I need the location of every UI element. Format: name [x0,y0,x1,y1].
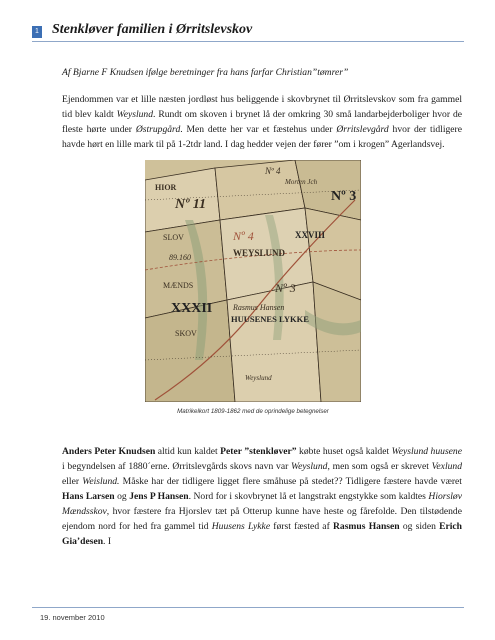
text: eller [62,476,83,487]
text: og siden [399,521,440,532]
place-name: Weislund. [82,476,120,487]
place-name: Hiorsløv Mændsskov [62,491,462,517]
paragraph-2 [62,444,462,549]
map-label-hior: HIOR [155,183,177,192]
text: . Nord for i skovbrynet lå et langstrakt engstykke som kaldtes [188,491,429,502]
map-label-n3-right: Nº 3 [331,189,357,204]
place-name: Weyslund huusene [391,446,462,457]
byline: Af Bjarne F Knudsen ifølge beretninger fra hans farfar Christian”tømrer” [62,67,349,78]
text: . Men dette her var et fæstehus under [180,124,337,135]
text: . I [103,536,112,547]
text: Måske har der tidligere ligget flere småhuse på stedet?? Tidligere fæstere havde været [119,476,462,487]
map-label-weyslund-small: Weyslund [245,374,272,382]
map-label-n11: Nº 11 [175,197,207,212]
page-number: 1 [32,26,42,38]
paragraph-1 [62,92,462,152]
text: og [114,491,130,502]
map-label-skov: SKOV [175,329,197,338]
text: , hvor fæstere fra Hjorslev tæt på Otterup kunne have heste og fårefolde. Den tilstødende ejendom nord for hed fra gammel tid [62,506,462,532]
text: købte huset også kaldet [296,446,392,457]
place-name: Vexlund [431,461,462,472]
map-label-slov: SLOV [163,233,184,242]
map-label-n4-top: Nº 4 [265,166,281,176]
footer-rule [32,607,464,608]
map-label-morten: Morten Jch [285,178,318,186]
historical-map [145,160,361,402]
place-name: Østrupgård [135,124,181,135]
text: Ejendommen var et lille næsten jordløst hus beliggende i skovbrynet til Ørritslevskov som fra gammel tid blev kaldt [62,94,462,120]
person-name: Rasmus Hansen [332,521,400,532]
text: , men som også er skrevet [327,461,432,472]
text: hvor der tidligere havde hørt en lille mark til på 1-2tdr land. I dag hedder vejen der fører ”om i krogen” Agerlandsvej. [62,124,463,150]
map-label-rasmus: Rasmus Hansen [233,303,285,312]
text: . Rundt om skoven i brynet lå der omkring 30 små landarbejderboliger hvor de fleste hørte under [62,109,462,135]
person-name: Peter ”stenkløver” [220,446,297,457]
person-name: Hans Larsen [62,491,115,502]
place-name: Ørritslevgård [336,124,389,135]
text: i begyndelsen af 1880´erne. Ørritslevgårds skovs navn var [62,461,292,472]
footer-date: 19. november 2010 [40,613,105,622]
map-label-n4: Nº 4 [233,229,254,243]
place-name: Weyslund [291,461,328,472]
map-caption: Matrikelkort 1809-1862 med de oprindelige betegnelser [177,408,329,415]
map-label-huusenes-lykke: HUUSENES LYKKE [231,314,309,324]
person-name: Jens P Hansen [129,491,189,502]
map-label-xxxii: XXXII [171,301,213,316]
person-name: Anders Peter Knudsen [62,446,156,457]
text: altid kun kaldet [155,446,221,457]
person-name: Erich Gia’desen [62,521,462,547]
map-label-maends: MÆNDS [163,281,194,290]
map-drawing [145,160,361,402]
text: først fæsted af [270,521,333,532]
header-rule [32,41,464,42]
map-label-weyslund: WEYSLUND [233,248,286,258]
place-name: Weyslund [116,109,154,120]
map-label-numbers: 89.160 [169,253,191,262]
document-title: Stenkløver familien i Ørritslevskov [52,22,253,37]
place-name: Huusens Lykke [211,521,271,532]
map-label-xxviii: XXVIII [295,230,326,240]
map-label-n3: Nº 3 [275,281,296,295]
